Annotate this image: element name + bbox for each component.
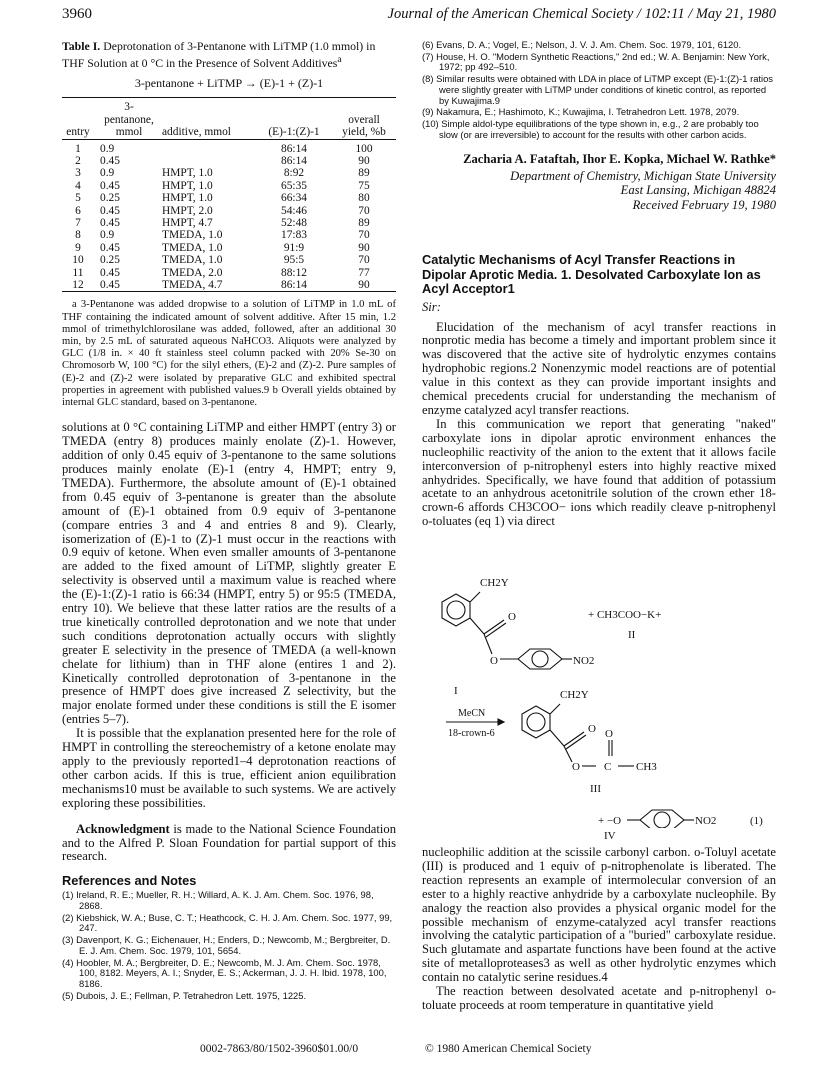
reagent-label: + CH3COO−K+ bbox=[588, 609, 662, 621]
affiliation-line: Department of Chemistry, Michigan State University bbox=[510, 169, 776, 184]
reference-item: (1) Ireland, R. E.; Mueller, R. H.; Willard, A. K. J. Am. Chem. Soc. 1976, 98, 2868. bbox=[62, 889, 374, 912]
bridge-o-label: O bbox=[572, 761, 580, 773]
cell-pentanone: 0.9 bbox=[100, 142, 115, 155]
cell-entry: 2 bbox=[75, 154, 81, 167]
table-label: Table I. bbox=[62, 39, 101, 53]
page-number: 3960 bbox=[62, 6, 92, 22]
cell-ratio: 86:14 bbox=[281, 142, 307, 155]
crown-ether-label: 18-crown-6 bbox=[448, 728, 495, 739]
right-continuation bbox=[422, 846, 776, 1013]
cell-pentanone: 0.9 bbox=[100, 167, 115, 180]
col-header-pentanone: 3-pentanone, mmol bbox=[94, 101, 160, 139]
cell-additive: HMPT, 1.0 bbox=[162, 167, 213, 180]
price-code: 0002-7863/80/1502-3960$01.00/0 bbox=[200, 1043, 359, 1055]
body-paragraph: The reaction between desolvated acetate and p-nitrophenyl o-toluate proceeds at room temperature in quantitative yield bbox=[422, 984, 776, 1012]
cell-entry: 11 bbox=[72, 266, 84, 279]
cell-additive: HMPT, 4.7 bbox=[162, 216, 213, 229]
cell-yield: 90 bbox=[332, 279, 396, 292]
right-column bbox=[422, 40, 776, 529]
cell-pentanone: 0.45 bbox=[100, 216, 120, 229]
data-table bbox=[62, 97, 396, 292]
body-paragraph: nucleophilic addition at the scissile carbonyl carbon. o-Toluyl acetate (III) is produced and 1 equiv of p-nitrophenolate is liberated. The reaction represents an example of intermolecular conversion of an ester to a highly reactive anhydride by a carboxylate nucleophile. By analogy the reaction also provides a physical organic model for the possible mechanism of enzyme-catalyzed acyl transfer reactions involving the catalytic participation of a "buried" carboxylate residue. Such glutamate and aspartate functions have been found at the active site of metalloproteases3 as well as other hydrolytic enzymes which contain no catalytic serine residues.4 bbox=[422, 845, 776, 985]
cell-pentanone: 0.25 bbox=[100, 254, 120, 267]
body-paragraph: solutions at 0 °C containing LiTMP and either HMPT (entry 3) or TMEDA (entry 8) produces mainly enolate (Z)-1. However, addition of only 0.45 equiv of 3-pentanone to the same solutions produces mainly enolate (E)-1 (entry 4, HMPT; entry 9, TMEDA). Furthermore, the absolute amount of (E)-1 obtained from 0.45 equiv of 3-pentanone is greater than the absolute amount of (E)-1 obtained from 0.9 equiv of 3-pentanone (compare entries 3 and 4 and entries 8 and 9). Clearly, isomerization of (E)-1 to (Z)-1 must occur in the reactions with 0.9 equiv of ketone. When even smaller amounts of 3-pentanone are added to the fixed amount of LiTMP, slightly greater E selectivity is observed until a maximum value is reached where the (E)-1:(Z)-1 ratio is 66:34 (HMPT, entry 5) or 95:5 (TMEDA, entry 10). We believe that these latter ratios are the results of a true kinetically controlled deprotonation and we note that under such conditions deprotonation actually occurs with slightly greater E selectivity in the presence of TMEDA (a well-known chelate for lithium) than in THF alone (entires 1 and 2). Kinetically controlled deprotonation of 3-pentanone in the presence of HMPT does give increased Z selectivity, but the major enolate formed under these conditions is still the E isomer (entries 5–7). bbox=[62, 420, 396, 727]
ch2y-label: CH2Y bbox=[480, 577, 509, 589]
cell-pentanone: 0.45 bbox=[94, 279, 160, 292]
cell-entry: 4 bbox=[75, 179, 81, 192]
cell-yield: 80 bbox=[358, 192, 370, 205]
col-header-yield: overall yield, %b bbox=[332, 101, 396, 139]
carbon-label: C bbox=[604, 761, 612, 773]
reference-item: (4) Hoobler, M. A.; Bergbreiter, D. E.; Newcomb, M. J. Am. Chem. Soc. 1978, 100, 8182. Meyers, A. I.; Snyder, E. S.; Ackerman, J. J. H. Ibid. 1978, 100, 8186. bbox=[62, 956, 387, 989]
reference-item: (2) Kiebshick, W. A.; Buse, C. T.; Heathcock, C. H. J. Am. Chem. Soc. 1977, 99, 247. bbox=[62, 911, 393, 934]
reference-item: (5) Dubois, J. E.; Fellman, P. Tetrahedron Lett. 1975, 1225. bbox=[62, 989, 307, 1001]
cell-yield: 90 bbox=[358, 154, 370, 167]
table-caption-note: a bbox=[337, 54, 342, 66]
cell-yield: 75 bbox=[358, 179, 370, 192]
cell-ratio: 91:9 bbox=[283, 241, 305, 254]
table-title bbox=[62, 40, 396, 70]
journal-header: Journal of the American Chemical Society / 102:11 / May 21, 1980 bbox=[387, 6, 776, 22]
cell-pentanone: 0.25 bbox=[100, 192, 120, 205]
cell-entry: 9 bbox=[75, 241, 81, 254]
salutation: Sir: bbox=[422, 299, 441, 314]
cell-pentanone: 0.45 bbox=[100, 266, 120, 279]
no2-label: NO2 bbox=[573, 655, 595, 667]
cell-pentanone: 0.45 bbox=[100, 204, 120, 217]
cell-ratio: 86:14 bbox=[256, 279, 332, 292]
compound-IV-structure bbox=[627, 810, 694, 828]
cell-entry: 5 bbox=[75, 192, 81, 205]
cell-entry: 6 bbox=[75, 204, 81, 217]
cell-additive bbox=[160, 155, 256, 167]
cell-yield: 90 bbox=[358, 241, 370, 254]
methyl-label: CH3 bbox=[636, 761, 657, 773]
cell-yield: 70 bbox=[358, 254, 370, 267]
cell-additive: HMPT, 1.0 bbox=[162, 179, 213, 192]
body-paragraph: It is possible that the explanation presented here for the role of HMPT in controlling the stereochemistry of a ketone enolate may apply to the previously reported1–4 deprotonation reactions of other carbon acids. If this is true, efficient anion equilibration mechanisms10 must be available to such systems. We are actively exploring these possibilities. bbox=[62, 726, 396, 810]
references-continued bbox=[422, 40, 776, 140]
table-row bbox=[62, 180, 396, 192]
cell-yield: 89 bbox=[358, 167, 370, 180]
table-footnote: a 3-Pentanone was added dropwise to a solution of LiTMP in 1.0 mL of THF containing the indicated amount of solvent additive. After 15 min, 1.2 mmol of trimethylchlorosilane was added, followed, after an additional 30 min, by 2.5 mL of saturated aqueous NaHCO3. Aliquots were analyzed by GLC (1/8 in. × 40 ft stainless steel column packed with 20% Se-30 on Chromosorb W, 100 °C) for the silyl ethers, (E)-2 and (Z)-2. Pure samples of (E)-2 and (Z)-2 were isolated by preparative GLC and exhibited spectral properties in agreement with published values.9 b Overall yields obtained by internal GLC standard, based on 3-pentanone. bbox=[62, 299, 396, 409]
table-row bbox=[62, 254, 396, 266]
cell-additive: TMEDA, 1.0 bbox=[162, 254, 223, 267]
reference-item: (9) Nakamura, E.; Hashimoto, K.; Kuwajima, I. Tetrahedron Lett. 1978, 2079. bbox=[422, 106, 740, 118]
cell-pentanone: 0.45 bbox=[100, 154, 120, 167]
table-body bbox=[62, 143, 396, 292]
cell-ratio: 86:14 bbox=[281, 154, 307, 167]
acetyl-o-label: O bbox=[605, 728, 613, 740]
cell-additive: HMPT, 1.0 bbox=[162, 192, 213, 205]
carbonyl-o-label-product: O bbox=[588, 723, 596, 735]
cell-ratio: 8:92 bbox=[283, 167, 305, 180]
compound-I-structure bbox=[442, 592, 572, 669]
compound-I-label: I bbox=[454, 685, 458, 697]
acknowledgment-text: is made to the National Science Foundation and to the Alfred P. Sloan Foundation for partial support of this research. bbox=[62, 821, 396, 864]
acknowledgment-label: Acknowledgment bbox=[76, 821, 170, 836]
body-paragraph: Elucidation of the mechanism of acyl transfer reactions in nonprotic media has become a timely and important problem since it was discovered that the active site of hydrolytic enzymes contains hydrophobic regions.2 Nonenzymic model reactions are of potential value in this context as they can provide important insights and chemical precedents crucial for understanding the mechanism of enzyme catalyzed acyl transfer reactions. bbox=[422, 319, 776, 417]
cell-yield: 100 bbox=[355, 142, 373, 155]
cell-entry: 7 bbox=[75, 216, 81, 229]
carbonyl-o-label: O bbox=[508, 611, 516, 623]
cell-additive: TMEDA, 1.0 bbox=[162, 229, 223, 242]
cell-ratio: 88:12 bbox=[281, 266, 307, 279]
article-title: Catalytic Mechanisms of Acyl Transfer Reactions in Dipolar Aprotic Media. 1. Desolvated Carboxylate Ion as Acyl Acceptor1 bbox=[422, 252, 761, 297]
affiliation-line: East Lansing, Michigan 48824 bbox=[620, 183, 776, 198]
col-header-additive: additive, mmol bbox=[160, 101, 256, 139]
ch2y-label-product: CH2Y bbox=[560, 689, 589, 701]
reference-item: (3) Davenport, K. G.; Eichenauer, H.; Enders, D.; Newcomb, M.; Bergbreiter, D. E. J. Am. Chem. Soc. 1979, 101, 5654. bbox=[62, 934, 391, 956]
equation-number: (1) bbox=[750, 815, 763, 827]
table-row bbox=[62, 143, 396, 155]
reference-item: (7) House, H. O. "Modern Synthetic Reactions," 2nd ed.; W. A. Benjamin: New York, 1972; pp 492–510. bbox=[422, 50, 770, 73]
received-date: Received February 19, 1980 bbox=[632, 198, 776, 213]
table-row bbox=[62, 242, 396, 254]
table-row bbox=[62, 167, 396, 179]
cell-entry: 1 bbox=[75, 142, 81, 155]
solvent-label: MeCN bbox=[458, 708, 486, 719]
copyright: © 1980 American Chemical Society bbox=[425, 1043, 592, 1055]
cell-entry: 12 bbox=[62, 279, 94, 292]
table-row bbox=[62, 217, 396, 229]
phenolate-o-label: + −O bbox=[598, 815, 622, 827]
cell-pentanone: 0.45 bbox=[100, 241, 120, 254]
compound-II-label: II bbox=[628, 629, 636, 641]
arrow-head-icon bbox=[498, 719, 504, 725]
acknowledgment bbox=[62, 823, 396, 865]
table-header-row bbox=[62, 101, 396, 139]
cell-additive: TMEDA, 1.0 bbox=[162, 241, 223, 254]
compound-III-structure bbox=[522, 704, 634, 766]
references-title: References and Notes bbox=[62, 873, 197, 889]
col-header-ratio: (E)-1:(Z)-1 bbox=[256, 101, 332, 139]
table-row bbox=[62, 279, 396, 292]
cell-entry: 3 bbox=[75, 167, 81, 180]
cell-ratio: 17:83 bbox=[281, 229, 307, 242]
reference-item: (6) Evans, D. A.; Vogel, E.; Nelson, J. V. J. Am. Chem. Soc. 1979, 101, 6120. bbox=[422, 39, 742, 50]
table-row bbox=[62, 205, 396, 217]
cell-yield: 77 bbox=[358, 266, 370, 279]
left-column bbox=[62, 40, 396, 1002]
cell-yield: 70 bbox=[358, 229, 370, 242]
cell-yield: 70 bbox=[358, 204, 370, 217]
table-scheme: 3-pentanone + LiTMP → (E)-1 + (Z)-1 bbox=[134, 76, 324, 91]
reference-item: (10) Simple aldol-type equilibrations of the type shown in, e.g., 2 are probably too slow (or are irreversible) to account for the results with other carbon acids. bbox=[422, 117, 759, 140]
table-row bbox=[62, 155, 396, 167]
col-header-entry: entry bbox=[62, 101, 94, 139]
table-row bbox=[62, 267, 396, 279]
no2-label-product: NO2 bbox=[695, 815, 717, 827]
cell-ratio: 52:48 bbox=[281, 216, 307, 229]
ether-o-label: O bbox=[490, 655, 498, 667]
cell-ratio: 66:34 bbox=[281, 192, 307, 205]
table-caption: Deprotonation of 3-Pentanone with LiTMP (1.0 mmol) in THF Solution at 0 °C in the Presence of Solvent Additives bbox=[62, 39, 376, 71]
cell-pentanone: 0.9 bbox=[100, 229, 115, 242]
compound-IV-label: IV bbox=[604, 830, 616, 842]
table-row bbox=[62, 192, 396, 204]
reference-item: (8) Similar results were obtained with LDA in place of LiTMP except (E)-1:(Z)-1 ratios were slightly greater with LiTMP under conditions of kinetic control, as reported by Kuwajima.9 bbox=[422, 73, 773, 106]
body-paragraph: In this communication we report that generating "naked" carboxylate ions in dipolar aprotic environment enhances the nucleophilic reactivity of the anion to the extent that it allows facile interconversion of p-nitrophenyl esters into highly reactive mixed anhydrides. Specifically, we have found that addition of potassium acetate to an anhydrous acetonitrile solution of the crown ether 18-crown-6 affords CH3COO− ions which readily cleave p-nitrophenyl o-toluates (eq 1) via direct bbox=[422, 416, 776, 529]
cell-additive bbox=[160, 143, 256, 155]
table-row bbox=[62, 229, 396, 241]
cell-pentanone: 0.45 bbox=[100, 179, 120, 192]
cell-additive: TMEDA, 2.0 bbox=[162, 266, 223, 279]
cell-ratio: 65:35 bbox=[281, 179, 307, 192]
compound-III-label: III bbox=[590, 783, 601, 795]
cell-ratio: 95:5 bbox=[283, 254, 305, 267]
cell-yield: 89 bbox=[358, 216, 370, 229]
cell-ratio: 54:46 bbox=[281, 204, 307, 217]
cell-additive: TMEDA, 4.7 bbox=[160, 279, 256, 292]
reaction-scheme bbox=[422, 564, 776, 828]
cell-entry: 8 bbox=[75, 229, 81, 242]
cell-additive: HMPT, 2.0 bbox=[162, 204, 213, 217]
cell-entry: 10 bbox=[72, 254, 84, 267]
authors: Zacharia A. Fataftah, Ihor E. Kopka, Michael W. Rathke* bbox=[463, 152, 776, 167]
